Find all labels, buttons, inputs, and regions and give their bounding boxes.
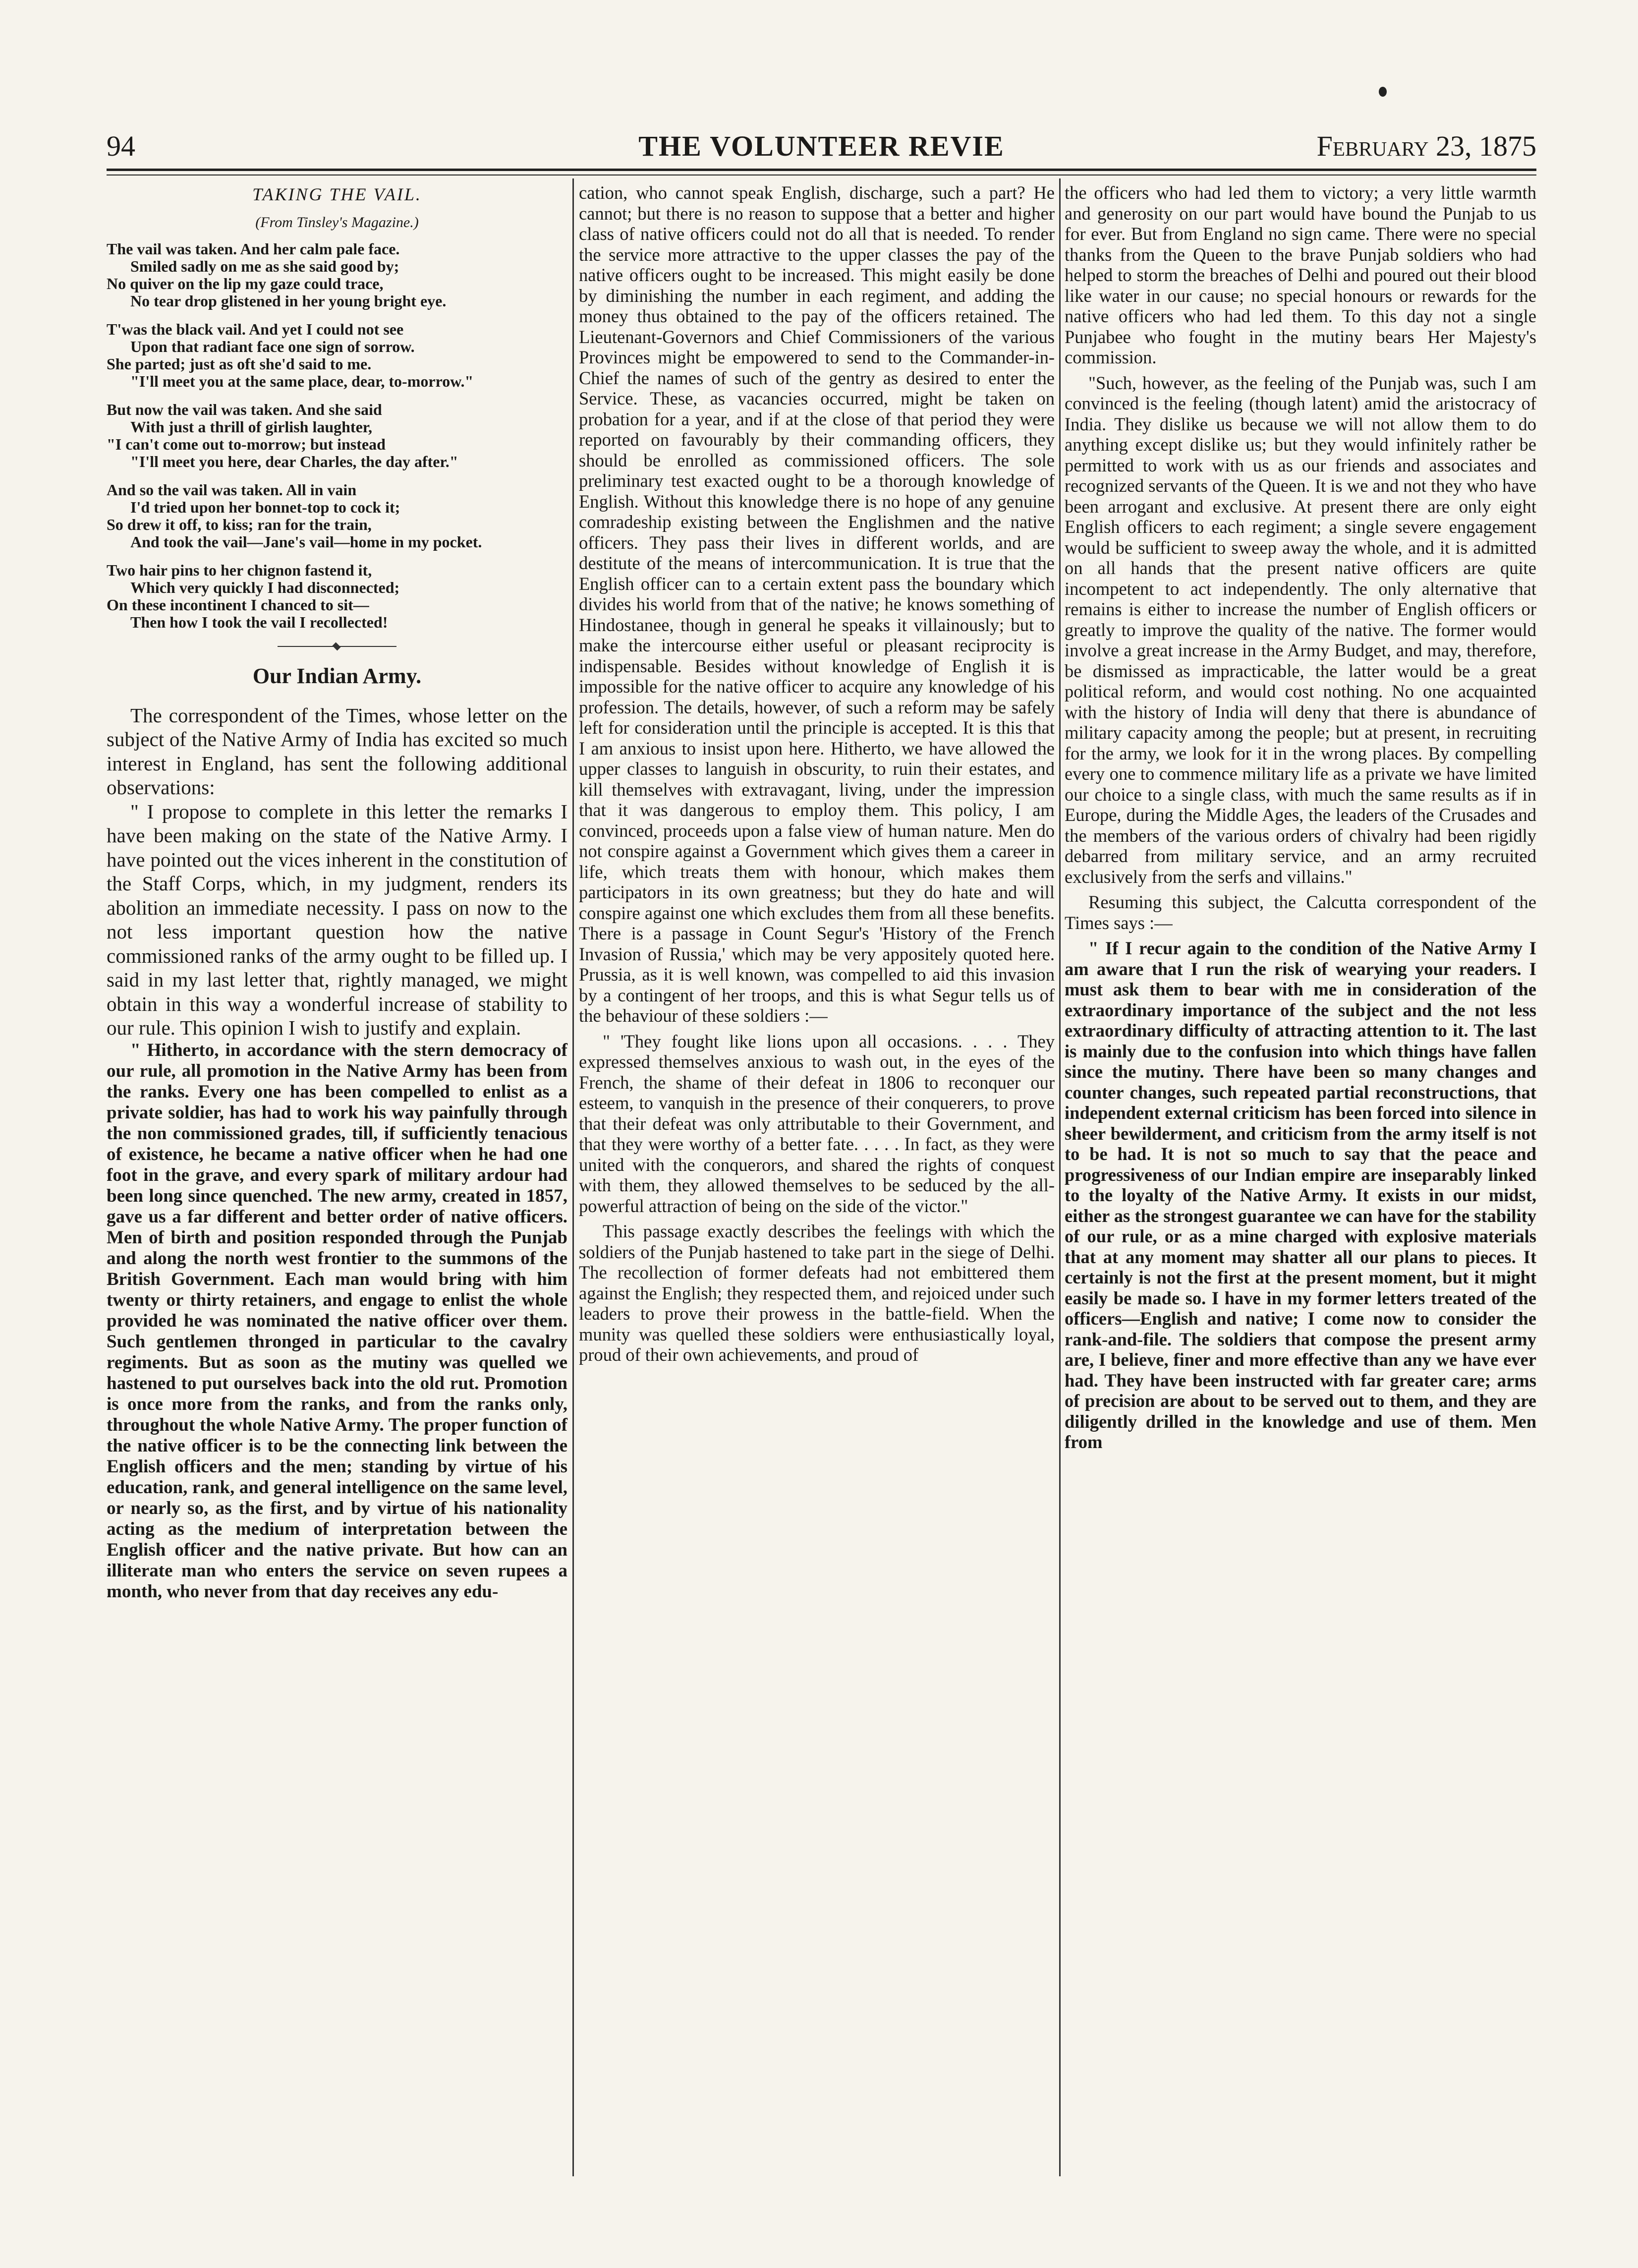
poem-stanza xyxy=(107,562,567,631)
poem-line: The vail was taken. And her calm pale face. xyxy=(107,240,400,258)
poem-line: Then how I took the vail I recollected! xyxy=(130,613,388,631)
poem-line: But now the vail was taken. And she said xyxy=(107,401,382,418)
column-3 xyxy=(1065,182,1536,1453)
paragraph: " If I recur again to the condition of the Native Army I am aware that I run the risk of wearying your readers. I must ask them to bear with me in consideration of the extraordinary importance of the subject and the not less extraordinary difficulty of attracting attention to it. The last is mainly due to the confusion into which things have fallen since the mutiny. There have been so many changes and counter changes, such repeated partial reconstructions, that independent external criticism has been forced into silence in sheer bewilderment, and criticism from the army itself is not to be had. It is not so much to say that the peace and progressiveness of our Indian empire are inseparably linked to the loyalty of the Native Army. It exists in our midst, either as the strongest guarantee we can have for the stability of our rule, or as a mine charged with explosive materials that at any moment may shatter all our plans to pieces. It certainly is not the first at the present moment, but it might easily be made so. I have in my former letters treated of the officers—English and native; I come now to consider the rank-and-file. The soldiers that compose the present army are, I believe, finer and more effective than any we have ever had. They have been instructed with far greater care; arms of precision are about to be served out to them, and they are diligently drilled in the knowledge and use of them. Men from xyxy=(1065,938,1536,1452)
poem-line: She parted; just as oft she'd said to me. xyxy=(107,355,372,373)
poem-line: "I'll meet you at the same place, dear, to-morrow." xyxy=(130,372,474,390)
section-ornament xyxy=(278,644,396,649)
poem-line: With just a thrill of girlish laughter, xyxy=(130,418,373,436)
poem-line: I'd tried upon her bonnet-top to cock it; xyxy=(130,498,400,516)
poem-line: Which very quickly I had disconnected; xyxy=(130,579,400,596)
paragraph: " I propose to complete in this letter the remarks I have been making on the state of the Native Army. I have pointed out the vices inherent in the constitution of the Staff Corps, which, in my judgment, renders its abolition an immediate necessity. I pass on now to the not less important question how the native commissioned ranks of the army ought to be filled up. I said in my last letter that, rightly managed, we might obtain in this way a wonderful increase of stability to our rule. This opinion I wish to justify and explain. xyxy=(107,800,567,1039)
poem-line: And took the vail—Jane's vail—home in my pocket. xyxy=(130,533,482,551)
paragraph: the officers who had led them to victory; a very little warmth and generosity on our part would have bound the Punjab to us for ever. But from England no sign came. There were no special thanks from the Queen to the brave Punjab soldiers who had helped to storm the breaches of Delhi and poured out their blood like water in our cause; no special honours or rewards for the native officers who had led them. To this day not a single Punjabee who fought in the mutiny bears Her Majesty's commission. xyxy=(1065,182,1536,367)
paragraph: "Such, however, as the feeling of the Punjab was, such I am convinced is the feeling (though latent) amid the aristocracy of India. They dislike us because we will not allow them to do anything except dislike us; but they would infinitely rather be permitted to work with us as our friends and associates and recognized servants of the Queen. It is we and not they who have been arrogant and exclusive. At present there are only eight English officers to each regiment; a single severe engagement would be sufficient to sweep away the whole, and it is admitted on all hands that the present native officers are quite incompetent to act independently. The only alternative that remains is either to increase the number of English officers or greatly to improve the quality of the native. The former would involve a great increase in the Army Budget, and may, therefore, be dismissed as impracticable, the latter would be a great political reform, and would cost nothing. No one acquainted with the history of India will deny that there is abundance of military capacity among the people; but at present, in recruiting for the army, we look for it in the wrong places. By compelling every one to commence military life as a private we have limited our choice to a single class, with much the same results as if in Europe, during the Middle Ages, the leaders of the Crusades and the members of the various orders of chivalry had been rigidly debarred from military service, and an army recruited exclusively from the serfs and villains." xyxy=(1065,372,1536,887)
header-rule xyxy=(107,169,1536,171)
ink-spot xyxy=(1379,87,1387,97)
quotation: " 'They fought like lions upon all occasions. . . . They expressed themselves anxious to wash out, in the eyes of the French, the shame of their defeat in 1806 to reconquer our esteem, to vanquish in the presence of their conquerers, to prove that their defeat was only attributable to their Government, and that they were worthy of a better fate. . . . . In fact, as they were united with the conquerors, and shared the rights of conquest with them, they allowed themselves to be seduced by the all-powerful attraction of being on the side of the victor." xyxy=(579,1031,1055,1216)
poem-line: No tear drop glistened in her young bright eye. xyxy=(130,292,447,310)
page-header xyxy=(107,126,1536,166)
poem-line: Upon that radiant face one sign of sorrow. xyxy=(130,338,415,355)
poem-line: Two hair pins to her chignon fastend it, xyxy=(107,561,372,579)
column-divider xyxy=(1059,178,1061,2176)
poem-line: And so the vail was taken. All in vain xyxy=(107,481,357,499)
poem-stanza xyxy=(107,321,567,390)
poem-line: Smiled sadly on me as she said good by; xyxy=(130,257,399,275)
poem-line: T'was the black vail. And yet I could not see xyxy=(107,320,404,338)
poem-stanza xyxy=(107,481,567,551)
paragraph: Resuming this subject, the Calcutta correspondent of the Times says :— xyxy=(1065,892,1536,933)
header-rule-thin xyxy=(107,174,1536,175)
poem-line: No quiver on the lip my gaze could trace, xyxy=(107,275,384,292)
poem-line: So drew it off, to kiss; ran for the train, xyxy=(107,516,372,533)
paragraph: This passage exactly describes the feelings with which the soldiers of the Punjab hastened to take part in the siege of Delhi. The recollection of former defeats had not embittered them against the English; they respected them, and rejoiced under such leaders to prove their prowess in the battle-field. When the munity was quelled these soldiers were enthusiastically loyal, proud of their own achievements, and proud of xyxy=(579,1221,1055,1365)
poem-line: On these incontinent I chanced to sit— xyxy=(107,596,369,614)
article-body-col1 xyxy=(107,703,567,1602)
poem-source: (From Tinsley's Magazine.) xyxy=(255,214,419,231)
poem-line: "I'll meet you here, dear Charles, the day after." xyxy=(130,453,458,470)
article-title: Our Indian Army. xyxy=(252,664,422,688)
publication-title: THE VOLUNTEER REVIE xyxy=(638,130,1005,162)
paragraph: " Hitherto, in accordance with the stern democracy of our rule, all promotion in the Native Army has been from the ranks. Every one has been compelled to enlist as a private soldier, has had to work his way painfully through the non commissioned grades, till, if sufficiently tenacious of existence, he became a native officer when he had one foot in the grave, and every spark of military ardour had been long since quenched. The new army, created in 1857, gave us a far different and better order of native officers. Men of birth and position responded through the Punjab and along the north west frontier to the summons of the British Government. Each man would bring with him twenty or thirty retainers, and engage to enlist the whole provided he was nominated the native officer over them. Such gentlemen thronged in particular to the cavalry regiments. But as soon as the mutiny was quelled we hastened to put ourselves back into the old rut. Promotion is once more from the ranks, and from the ranks only, throughout the whole Native Army. The proper function of the native officer is to be the connecting link between the English officers and the men; standing by virtue of his education, rank, and general intelligence on the same level, or nearly so, as the first, and by virtue of his nationality acting as the medium of interpretation between the English officer and the native private. But how can an illiterate man who enters the service on seven rupees a month, who never from that day receives any edu- xyxy=(107,1040,567,1602)
column-2 xyxy=(579,182,1055,1365)
column-divider xyxy=(572,178,574,2176)
paragraph: The correspondent of the Times, whose letter on the subject of the Native Army of India has excited so much interest in England, has sent the following additional observations: xyxy=(107,703,567,799)
poem-line: "I can't come out to-morrow; but instead xyxy=(107,435,386,453)
poem-title: TAKING THE VAIL. xyxy=(252,184,422,204)
poem-stanza xyxy=(107,401,567,470)
page-number: 94 xyxy=(107,130,135,162)
paragraph: cation, who cannot speak English, discharge, such a part? He cannot; but there is no reason to suppose that a better and higher class of native officers could not do all that is needed. To render the service more attractive to the upper classes the pay of the native officers ought to be increased. This might easily be done by diminishing the number in each regiment, and adding the money thus obtained to the pay of the officers retained. The Lieutenant-Governors and Chief Commissioners of the various Provinces might be empowered to send to the Commander-in-Chief the names of such of the gentry as desired to enter the Service. These, as vacancies occurred, might be taken on probation for a year, and if at the close of that period they were reported on favourably by their commanding officers, they should be enrolled as commissioned officers. The sole preliminary test exacted ought to be a thorough knowledge of English. Without this knowledge there is no hope of any genuine comradeship existing between the Englishmen and the native officers. They pass their lives in different worlds, and are destitute of the means of intercommunication. It is true that the English officer can to a certain extent pass the boundary which divides his world from that of the native; he knows something of Hindostanee, though in general he speaks it villainously; but to make the intercourse either useful or pleasant reciprocity is indispensable. Besides without knowledge of English it is impossible for the native officer to acquire any knowledge of his profession. The details, however, of such a reform may be safely left for consideration until the principle is accepted. It is this that I am anxious to insist upon here. Hitherto, we have allowed the upper classes to languish in obscurity, to ruin their estates, and kill themselves with extravagant, living, under the impression that it was dangerous to employ them. This policy, I am convinced, proceeds upon a false view of human nature. Men do not conspire against a Government which gives them a career in life, which treats them with honour, which makes them participators in its own greatness; but they do hate and will conspire against one which excludes them from all these benefits. There is a passage in Count Segur's 'History of the French Invasion of Russia,' which may be very appositely quoted here. Prussia, as it is well known, was compelled to aid this invasion by a contingent of her troops, and this is what Segur tells us of the behaviour of these soldiers :— xyxy=(579,182,1055,1026)
poem-stanza xyxy=(107,240,567,310)
issue-date: February 23, 1875 xyxy=(1316,130,1536,162)
column-1 xyxy=(107,182,567,1602)
